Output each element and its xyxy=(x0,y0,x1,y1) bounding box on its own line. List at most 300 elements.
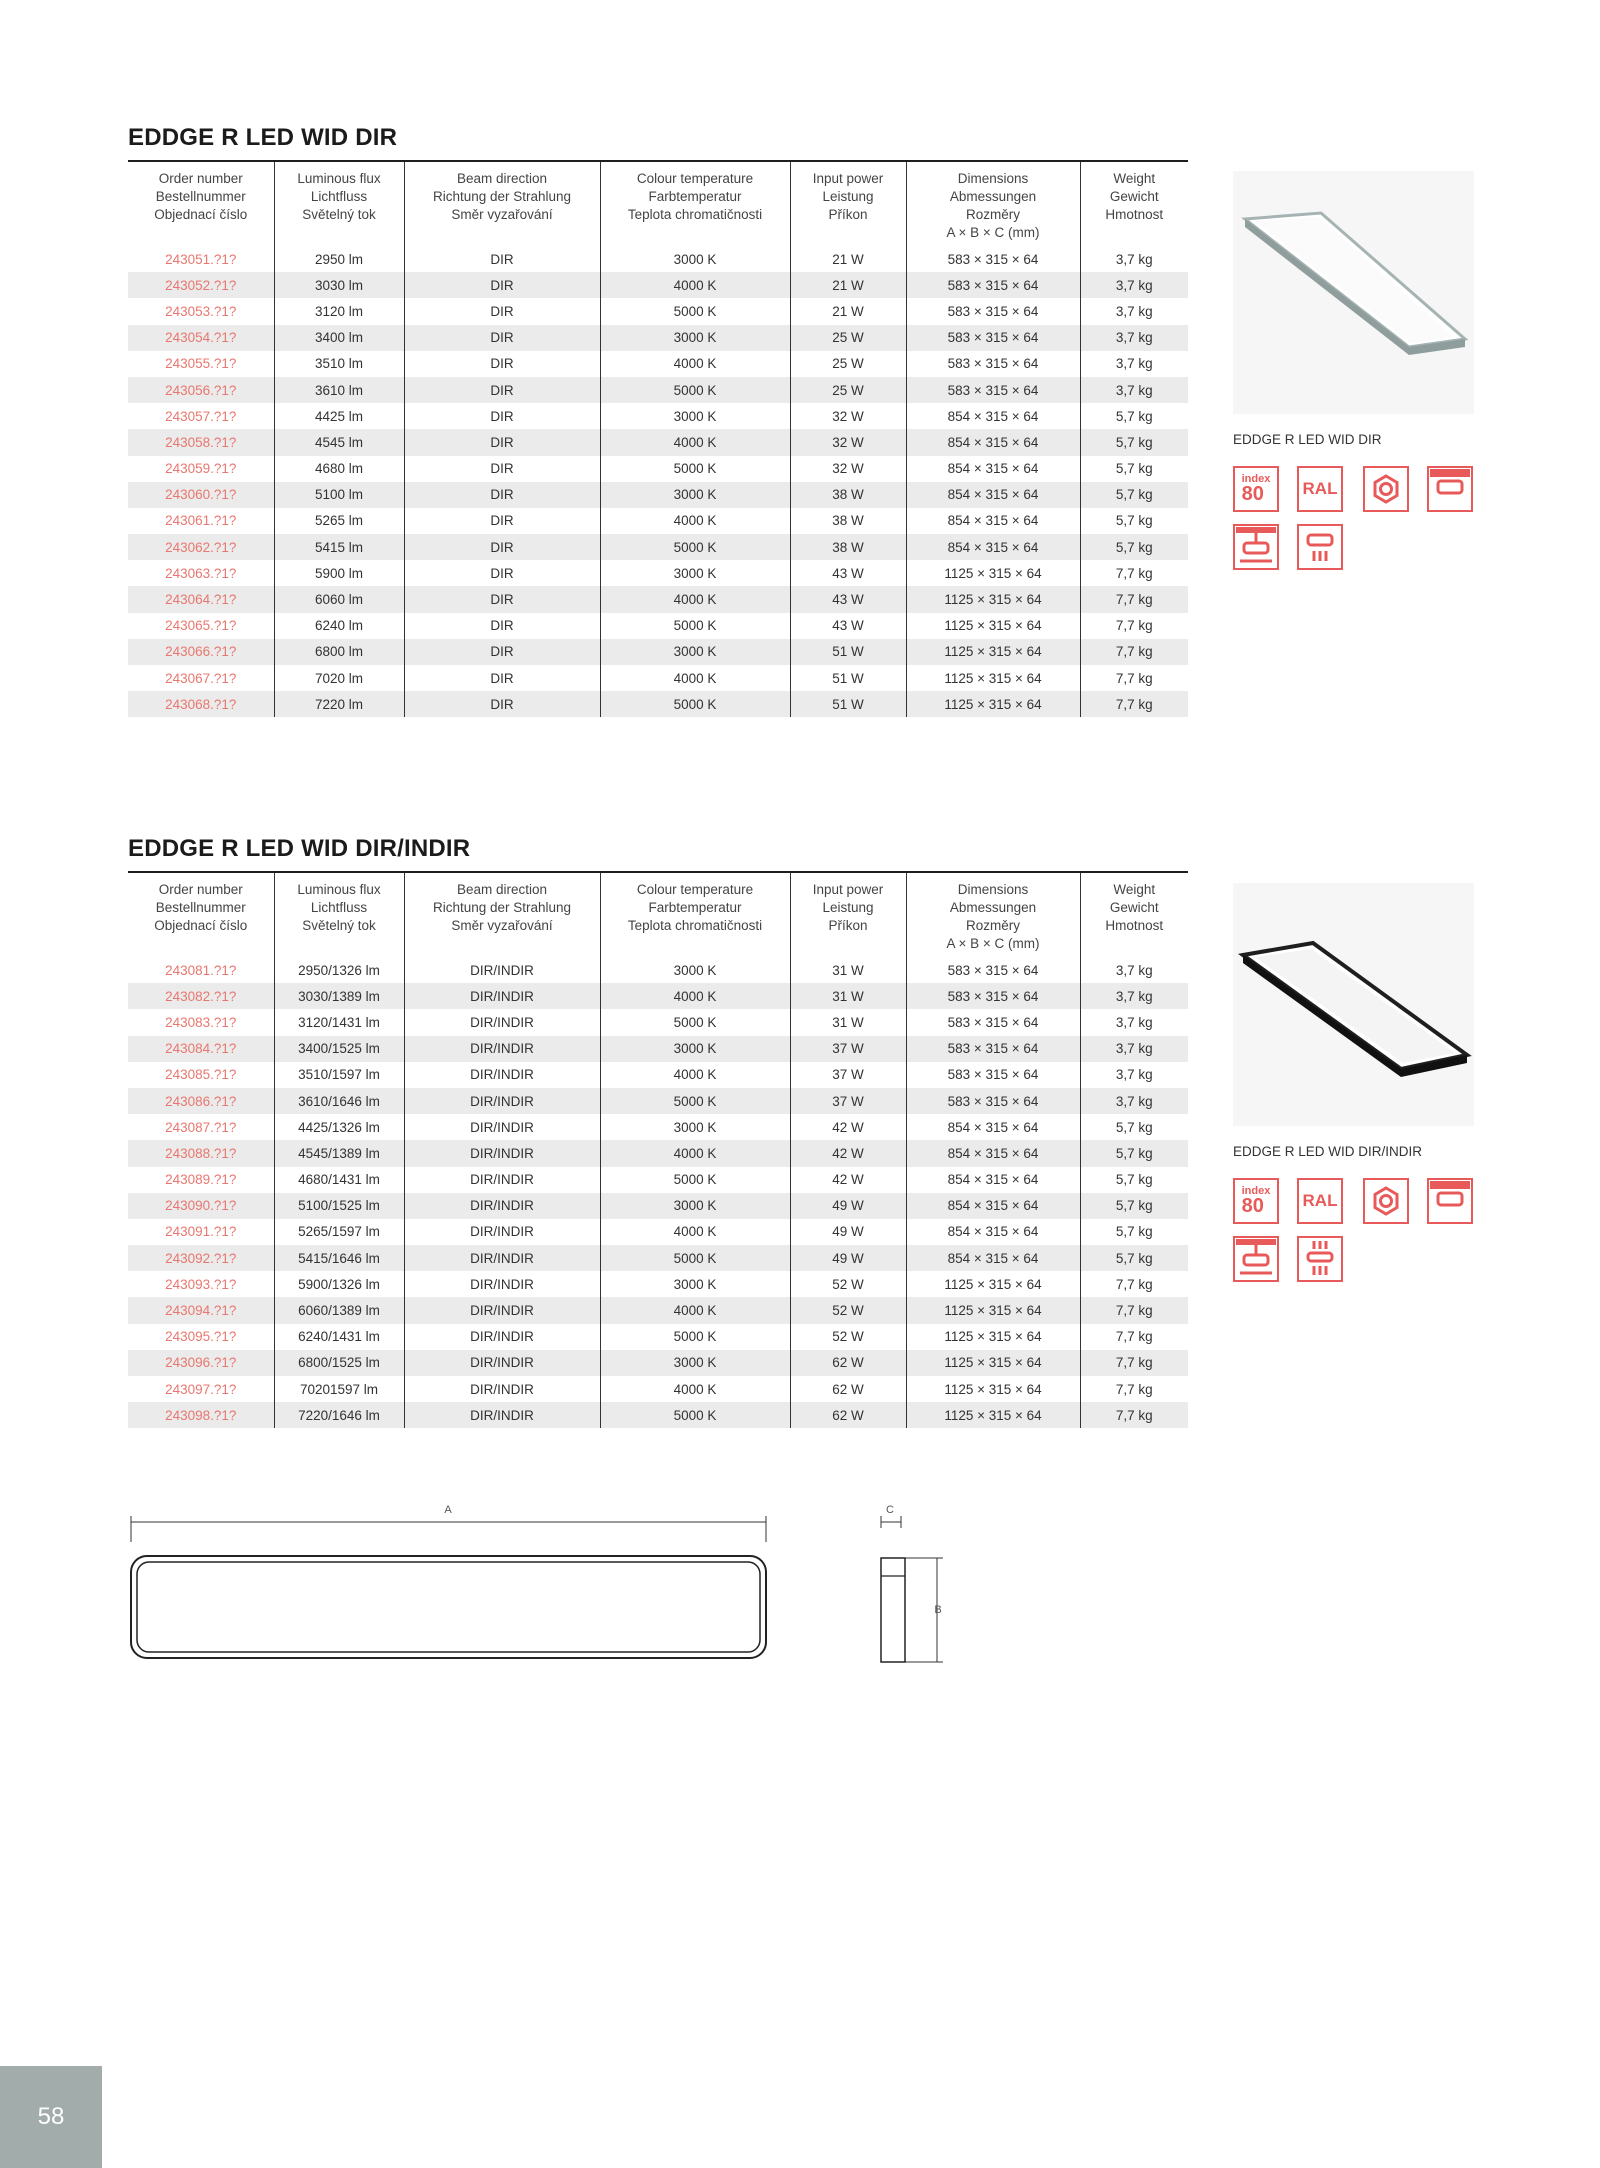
cell-luminous-flux: 7020 lm xyxy=(274,665,404,691)
cell-order-number: 243090.?1? xyxy=(128,1193,274,1219)
cell-colour-temperature: 3000 K xyxy=(600,639,790,665)
cell-weight: 7,7 kg xyxy=(1080,1402,1188,1428)
cell-weight: 5,7 kg xyxy=(1080,1193,1188,1219)
table-row xyxy=(128,272,1188,298)
cell-colour-temperature: 3000 K xyxy=(600,482,790,508)
cell-weight: 7,7 kg xyxy=(1080,586,1188,612)
cell-order-number: 243094.?1? xyxy=(128,1297,274,1323)
table-row xyxy=(128,639,1188,665)
cell-colour-temperature: 5000 K xyxy=(600,691,790,717)
table-body xyxy=(128,246,1188,717)
cell-dimensions: 1125 × 315 × 64 xyxy=(906,691,1080,717)
cell-dimensions: 1125 × 315 × 64 xyxy=(906,1350,1080,1376)
cell-luminous-flux: 2950 lm xyxy=(274,246,404,272)
cell-order-number: 243097.?1? xyxy=(128,1376,274,1402)
cell-beam-direction: DIR/INDIR xyxy=(404,1114,600,1140)
cell-colour-temperature: 5000 K xyxy=(600,1009,790,1035)
dimension-drawing xyxy=(128,1500,942,1680)
table-row xyxy=(128,377,1188,403)
cell-dimensions: 583 × 315 × 64 xyxy=(906,983,1080,1009)
cell-input-power: 43 W xyxy=(790,613,906,639)
cell-luminous-flux: 4545 lm xyxy=(274,429,404,455)
cell-luminous-flux: 3510 lm xyxy=(274,351,404,377)
cell-luminous-flux: 6240 lm xyxy=(274,613,404,639)
header-beam-direction: Beam direction Richtung der Strahlung Směr vyzařování xyxy=(404,872,600,957)
cell-colour-temperature: 5000 K xyxy=(600,613,790,639)
cell-weight: 5,7 kg xyxy=(1080,534,1188,560)
cell-colour-temperature: 3000 K xyxy=(600,1271,790,1297)
cell-dimensions: 583 × 315 × 64 xyxy=(906,957,1080,983)
cell-weight: 5,7 kg xyxy=(1115,461,1153,477)
header-luminous-flux: Luminous flux Lichtfluss Světelný tok xyxy=(274,161,404,246)
cell-input-power: 38 W xyxy=(790,482,906,508)
table-row xyxy=(128,351,1188,377)
cell-luminous-flux: 5900 lm xyxy=(274,560,404,586)
hexagon-icon xyxy=(1363,1178,1409,1224)
cell-luminous-flux: 3030/1389 lm xyxy=(274,983,404,1009)
cell-colour-temperature: 3000 K xyxy=(600,1350,790,1376)
cell-order-number: 243052.?1? xyxy=(128,272,274,298)
cell-order-number: 243061.?1? xyxy=(128,508,274,534)
cell-beam-direction: DIR/INDIR xyxy=(404,1271,600,1297)
cell-input-power: 38 W xyxy=(790,534,906,560)
cell-beam-direction: DIR/INDIR xyxy=(404,1088,600,1114)
cell-luminous-flux: 3610/1646 lm xyxy=(274,1088,404,1114)
cell-input-power: 25 W xyxy=(790,377,906,403)
cell-dimensions: 854 × 315 × 64 xyxy=(906,1114,1080,1140)
cell-luminous-flux: 70201597 lm xyxy=(274,1376,404,1402)
cell-colour-temperature: 5000 K xyxy=(600,1245,790,1271)
cell-beam-direction: DIR xyxy=(404,586,600,612)
table-row xyxy=(128,1350,1188,1376)
cell-luminous-flux: 5900/1326 lm xyxy=(274,1271,404,1297)
cell-input-power: 42 W xyxy=(790,1114,906,1140)
cell-weight: 5,7 kg xyxy=(1115,1172,1153,1188)
table-row xyxy=(128,613,1188,639)
cell-dimensions: 1125 × 315 × 64 xyxy=(906,613,1080,639)
cell-colour-temperature: 4000 K xyxy=(600,508,790,534)
product-section-dir-indir xyxy=(128,833,1188,1428)
table-row xyxy=(128,983,1188,1009)
cell-weight: 3,7 kg xyxy=(1080,377,1188,403)
cell-beam-direction: DIR/INDIR xyxy=(404,1219,600,1245)
photo-caption: EDDGE R LED WID DIR xyxy=(1233,432,1382,447)
table-row xyxy=(128,429,1188,455)
cell-input-power: 42 W xyxy=(790,1167,906,1193)
cell-input-power: 42 W xyxy=(790,1140,906,1166)
cell-weight: 7,7 kg xyxy=(1115,1381,1153,1397)
cell-beam-direction: DIR xyxy=(404,560,600,586)
table-row xyxy=(128,1167,1188,1193)
cell-luminous-flux: 6240/1431 lm xyxy=(274,1324,404,1350)
cell-order-number: 243056.?1? xyxy=(128,377,274,403)
cell-colour-temperature: 3000 K xyxy=(600,1193,790,1219)
cell-dimensions: 854 × 315 × 64 xyxy=(906,403,1080,429)
table-row xyxy=(128,482,1188,508)
cell-order-number: 243051.?1? xyxy=(128,246,274,272)
cell-order-number: 243063.?1? xyxy=(128,560,274,586)
cell-dimensions: 854 × 315 × 64 xyxy=(906,1219,1080,1245)
cell-luminous-flux: 3400 lm xyxy=(274,325,404,351)
cell-order-number: 243091.?1? xyxy=(128,1219,274,1245)
cell-input-power: 21 W xyxy=(790,298,906,324)
cell-weight: 5,7 kg xyxy=(1080,482,1188,508)
cell-weight: 7,7 kg xyxy=(1115,670,1153,686)
cell-dimensions: 1125 × 315 × 64 xyxy=(906,639,1080,665)
cell-weight: 3,7 kg xyxy=(1080,1088,1188,1114)
table-row xyxy=(128,1009,1188,1035)
surface-mount-icon xyxy=(1427,466,1473,512)
cell-colour-temperature: 4000 K xyxy=(600,1297,790,1323)
cell-weight: 7,7 kg xyxy=(1080,1350,1188,1376)
cell-input-power: 52 W xyxy=(790,1271,906,1297)
cell-beam-direction: DIR/INDIR xyxy=(404,1193,600,1219)
cell-luminous-flux: 7220 lm xyxy=(274,691,404,717)
cell-beam-direction: DIR xyxy=(404,272,600,298)
cell-beam-direction: DIR xyxy=(404,665,600,691)
section-title: EDDGE R LED WID DIR xyxy=(128,124,398,151)
table-row xyxy=(128,1088,1188,1114)
cell-weight: 3,7 kg xyxy=(1080,1036,1188,1062)
cell-colour-temperature: 5000 K xyxy=(600,298,790,324)
cell-input-power: 37 W xyxy=(790,1062,906,1088)
cell-input-power: 32 W xyxy=(790,403,906,429)
table-row xyxy=(128,456,1188,482)
header-beam-direction: Beam direction Richtung der Strahlung Směr vyzařování xyxy=(404,161,600,246)
cell-luminous-flux: 6060/1389 lm xyxy=(274,1297,404,1323)
cell-dimensions: 854 × 315 × 64 xyxy=(906,1245,1080,1271)
cell-weight: 3,7 kg xyxy=(1080,325,1188,351)
cell-colour-temperature: 4000 K xyxy=(600,586,790,612)
cell-weight: 3,7 kg xyxy=(1115,356,1153,372)
table-row xyxy=(128,403,1188,429)
table-row xyxy=(128,1402,1188,1428)
cell-order-number: 243096.?1? xyxy=(128,1350,274,1376)
cell-weight: 3,7 kg xyxy=(1115,1067,1153,1083)
cell-input-power: 32 W xyxy=(790,456,906,482)
cell-beam-direction: DIR xyxy=(404,508,600,534)
cell-luminous-flux: 6800 lm xyxy=(274,639,404,665)
header-input-power: Input power Leistung Příkon xyxy=(790,872,906,957)
cell-order-number: 243081.?1? xyxy=(128,957,274,983)
cell-order-number: 243089.?1? xyxy=(128,1167,274,1193)
product-photo-dir xyxy=(1233,171,1474,414)
cell-weight: 5,7 kg xyxy=(1115,1224,1153,1240)
cell-luminous-flux: 6800/1525 lm xyxy=(274,1350,404,1376)
table-row xyxy=(128,1324,1188,1350)
cell-dimensions: 1125 × 315 × 64 xyxy=(906,1271,1080,1297)
table-row xyxy=(128,246,1188,272)
cell-dimensions: 1125 × 315 × 64 xyxy=(906,1297,1080,1323)
index-80-icon: index 80 xyxy=(1233,466,1279,512)
cell-dimensions: 583 × 315 × 64 xyxy=(906,298,1080,324)
cell-input-power: 49 W xyxy=(790,1219,906,1245)
header-colour-temperature: Colour temperature Farbtemperatur Teplota chromatičnosti xyxy=(600,161,790,246)
cell-order-number: 243095.?1? xyxy=(128,1324,274,1350)
cell-weight: 7,7 kg xyxy=(1115,565,1153,581)
page-number: 58 xyxy=(0,2066,102,2168)
cell-order-number: 243086.?1? xyxy=(128,1088,274,1114)
cell-dimensions: 583 × 315 × 64 xyxy=(906,1088,1080,1114)
cell-colour-temperature: 5000 K xyxy=(600,377,790,403)
cell-beam-direction: DIR/INDIR xyxy=(404,983,600,1009)
cell-dimensions: 583 × 315 × 64 xyxy=(906,246,1080,272)
cell-luminous-flux: 7220/1646 lm xyxy=(274,1402,404,1428)
pendant-mount-icon xyxy=(1233,524,1279,570)
cell-colour-temperature: 3000 K xyxy=(600,246,790,272)
cell-beam-direction: DIR/INDIR xyxy=(404,1140,600,1166)
cell-input-power: 51 W xyxy=(790,639,906,665)
cell-beam-direction: DIR/INDIR xyxy=(404,1350,600,1376)
cell-input-power: 31 W xyxy=(790,957,906,983)
cell-beam-direction: DIR xyxy=(404,613,600,639)
index-80-icon: index 80 xyxy=(1233,1178,1279,1224)
cell-order-number: 243083.?1? xyxy=(128,1009,274,1035)
pendant-mount-icon xyxy=(1233,1236,1279,1282)
cell-weight: 5,7 kg xyxy=(1080,1140,1188,1166)
cell-colour-temperature: 5000 K xyxy=(600,1324,790,1350)
cell-input-power: 62 W xyxy=(790,1402,906,1428)
cell-order-number: 243060.?1? xyxy=(128,482,274,508)
cell-beam-direction: DIR/INDIR xyxy=(404,1245,600,1271)
cell-input-power: 25 W xyxy=(790,351,906,377)
cell-beam-direction: DIR xyxy=(404,246,600,272)
cell-order-number: 243055.?1? xyxy=(128,351,274,377)
cell-colour-temperature: 5000 K xyxy=(600,534,790,560)
cell-input-power: 32 W xyxy=(790,429,906,455)
spec-table xyxy=(128,160,1188,717)
cell-weight: 7,7 kg xyxy=(1080,1297,1188,1323)
cell-colour-temperature: 4000 K xyxy=(600,429,790,455)
cell-beam-direction: DIR/INDIR xyxy=(404,1036,600,1062)
ral-color-icon: RAL xyxy=(1297,1178,1343,1224)
cell-beam-direction: DIR/INDIR xyxy=(404,1402,600,1428)
cell-weight: 7,7 kg xyxy=(1115,618,1153,634)
cell-weight: 5,7 kg xyxy=(1115,408,1153,424)
cell-weight: 3,7 kg xyxy=(1115,962,1153,978)
cell-beam-direction: DIR xyxy=(404,456,600,482)
cell-input-power: 51 W xyxy=(790,665,906,691)
product-photo-dir-indir xyxy=(1233,883,1474,1126)
table-row xyxy=(128,298,1188,324)
cell-beam-direction: DIR/INDIR xyxy=(404,1376,600,1402)
cell-input-power: 52 W xyxy=(790,1324,906,1350)
cell-luminous-flux: 3400/1525 lm xyxy=(274,1036,404,1062)
cell-weight: 7,7 kg xyxy=(1080,691,1188,717)
cell-luminous-flux: 4680/1431 lm xyxy=(274,1167,404,1193)
spec-table xyxy=(128,871,1188,1428)
cell-luminous-flux: 6060 lm xyxy=(274,586,404,612)
cell-weight: 3,7 kg xyxy=(1080,983,1188,1009)
cell-colour-temperature: 5000 K xyxy=(600,1088,790,1114)
cell-beam-direction: DIR xyxy=(404,534,600,560)
cell-input-power: 62 W xyxy=(790,1350,906,1376)
cell-luminous-flux: 2950/1326 lm xyxy=(274,957,404,983)
cell-beam-direction: DIR/INDIR xyxy=(404,1324,600,1350)
cell-colour-temperature: 4000 K xyxy=(600,1062,790,1088)
cell-order-number: 243064.?1? xyxy=(128,586,274,612)
table-row xyxy=(128,1062,1188,1088)
dimension-a-label: A xyxy=(444,1504,452,1516)
cell-colour-temperature: 3000 K xyxy=(600,1036,790,1062)
table-row xyxy=(128,1376,1188,1402)
cell-order-number: 243093.?1? xyxy=(128,1271,274,1297)
cell-order-number: 243054.?1? xyxy=(128,325,274,351)
cell-order-number: 243058.?1? xyxy=(128,429,274,455)
table-row xyxy=(128,1219,1188,1245)
cell-colour-temperature: 3000 K xyxy=(600,1114,790,1140)
cell-weight: 7,7 kg xyxy=(1115,1329,1153,1345)
cell-input-power: 31 W xyxy=(790,983,906,1009)
cell-order-number: 243065.?1? xyxy=(128,613,274,639)
cell-dimensions: 583 × 315 × 64 xyxy=(906,325,1080,351)
table-row xyxy=(128,1193,1188,1219)
cell-beam-direction: DIR/INDIR xyxy=(404,1297,600,1323)
table-row xyxy=(128,1271,1188,1297)
cell-dimensions: 1125 × 315 × 64 xyxy=(906,665,1080,691)
cell-dimensions: 1125 × 315 × 64 xyxy=(906,1402,1080,1428)
header-weight: Weight Gewicht Hmotnost xyxy=(1105,171,1164,222)
cell-order-number: 243066.?1? xyxy=(128,639,274,665)
cell-luminous-flux: 3030 lm xyxy=(274,272,404,298)
cell-input-power: 25 W xyxy=(790,325,906,351)
cell-input-power: 43 W xyxy=(790,586,906,612)
surface-mount-icon xyxy=(1427,1178,1473,1224)
cell-order-number: 243084.?1? xyxy=(128,1036,274,1062)
table-row xyxy=(128,508,1188,534)
cell-order-number: 243053.?1? xyxy=(128,298,274,324)
cell-dimensions: 583 × 315 × 64 xyxy=(906,351,1080,377)
cell-input-power: 62 W xyxy=(790,1376,906,1402)
cell-weight: 3,7 kg xyxy=(1115,303,1153,319)
cell-dimensions: 854 × 315 × 64 xyxy=(906,508,1080,534)
cell-weight: 3,7 kg xyxy=(1115,1014,1153,1030)
cell-input-power: 31 W xyxy=(790,1009,906,1035)
table-row xyxy=(128,586,1188,612)
table-row xyxy=(128,560,1188,586)
cell-order-number: 243059.?1? xyxy=(128,456,274,482)
table-row xyxy=(128,665,1188,691)
cell-input-power: 21 W xyxy=(790,246,906,272)
cell-luminous-flux: 4680 lm xyxy=(274,456,404,482)
dimension-b-label: B xyxy=(934,1604,942,1616)
cell-weight: 3,7 kg xyxy=(1080,272,1188,298)
cell-luminous-flux: 5265 lm xyxy=(274,508,404,534)
cell-beam-direction: DIR/INDIR xyxy=(404,1062,600,1088)
cell-colour-temperature: 5000 K xyxy=(600,1167,790,1193)
header-input-power: Input power Leistung Příkon xyxy=(790,161,906,246)
cell-luminous-flux: 3120/1431 lm xyxy=(274,1009,404,1035)
header-dimensions: Dimensions Abmessungen Rozměry A × B × C (mm) xyxy=(906,872,1080,957)
direct-light-icon xyxy=(1297,524,1343,570)
cell-colour-temperature: 4000 K xyxy=(600,1219,790,1245)
cell-dimensions: 1125 × 315 × 64 xyxy=(906,1324,1080,1350)
table-row xyxy=(128,957,1188,983)
table-row xyxy=(128,325,1188,351)
cell-dimensions: 1125 × 315 × 64 xyxy=(906,1376,1080,1402)
cell-weight: 3,7 kg xyxy=(1115,251,1153,267)
cell-luminous-flux: 5100/1525 lm xyxy=(274,1193,404,1219)
cell-order-number: 243082.?1? xyxy=(128,983,274,1009)
cell-order-number: 243062.?1? xyxy=(128,534,274,560)
table-row xyxy=(128,1297,1188,1323)
cell-order-number: 243087.?1? xyxy=(128,1114,274,1140)
cell-colour-temperature: 4000 K xyxy=(600,351,790,377)
ral-color-icon: RAL xyxy=(1297,466,1343,512)
cell-dimensions: 854 × 315 × 64 xyxy=(906,1167,1080,1193)
cell-dimensions: 854 × 315 × 64 xyxy=(906,534,1080,560)
cell-luminous-flux: 3510/1597 lm xyxy=(274,1062,404,1088)
table-row xyxy=(128,534,1188,560)
cell-beam-direction: DIR xyxy=(404,298,600,324)
cell-input-power: 52 W xyxy=(790,1297,906,1323)
cell-luminous-flux: 5415 lm xyxy=(274,534,404,560)
cell-colour-temperature: 4000 K xyxy=(600,983,790,1009)
cell-luminous-flux: 4425/1326 lm xyxy=(274,1114,404,1140)
hexagon-icon xyxy=(1363,466,1409,512)
cell-colour-temperature: 3000 K xyxy=(600,325,790,351)
cell-beam-direction: DIR/INDIR xyxy=(404,957,600,983)
cell-weight: 5,7 kg xyxy=(1115,1119,1153,1135)
cell-dimensions: 1125 × 315 × 64 xyxy=(906,586,1080,612)
cell-beam-direction: DIR xyxy=(404,325,600,351)
cell-dimensions: 854 × 315 × 64 xyxy=(906,429,1080,455)
cell-luminous-flux: 3610 lm xyxy=(274,377,404,403)
cell-colour-temperature: 3000 K xyxy=(600,957,790,983)
cell-dimensions: 854 × 315 × 64 xyxy=(906,1140,1080,1166)
cell-order-number: 243068.?1? xyxy=(128,691,274,717)
cell-input-power: 21 W xyxy=(790,272,906,298)
header-colour-temperature: Colour temperature Farbtemperatur Teplota chromatičnosti xyxy=(600,872,790,957)
cell-input-power: 37 W xyxy=(790,1088,906,1114)
cell-input-power: 38 W xyxy=(790,508,906,534)
cell-order-number: 243085.?1? xyxy=(128,1062,274,1088)
header-dimensions: Dimensions Abmessungen Rozměry A × B × C (mm) xyxy=(906,161,1080,246)
cell-beam-direction: DIR xyxy=(404,639,600,665)
cell-order-number: 243067.?1? xyxy=(128,665,274,691)
cell-luminous-flux: 5415/1646 lm xyxy=(274,1245,404,1271)
cell-input-power: 49 W xyxy=(790,1245,906,1271)
cell-weight: 5,7 kg xyxy=(1080,1245,1188,1271)
cell-weight: 5,7 kg xyxy=(1115,513,1153,529)
cell-colour-temperature: 3000 K xyxy=(600,560,790,586)
cell-dimensions: 583 × 315 × 64 xyxy=(906,1036,1080,1062)
table-body xyxy=(128,957,1188,1428)
cell-colour-temperature: 4000 K xyxy=(600,272,790,298)
cell-dimensions: 583 × 315 × 64 xyxy=(906,272,1080,298)
cell-luminous-flux: 4545/1389 lm xyxy=(274,1140,404,1166)
cell-weight: 5,7 kg xyxy=(1080,429,1188,455)
cell-beam-direction: DIR xyxy=(404,429,600,455)
cell-colour-temperature: 4000 K xyxy=(600,1140,790,1166)
section-title: EDDGE R LED WID DIR/INDIR xyxy=(128,835,471,862)
cell-order-number: 243088.?1? xyxy=(128,1140,274,1166)
cell-luminous-flux: 5100 lm xyxy=(274,482,404,508)
cell-colour-temperature: 5000 K xyxy=(600,1402,790,1428)
cell-dimensions: 854 × 315 × 64 xyxy=(906,456,1080,482)
cell-luminous-flux: 3120 lm xyxy=(274,298,404,324)
header-order-number: Order number Bestellnummer Objednací číslo xyxy=(128,161,274,246)
header-order-number: Order number Bestellnummer Objednací číslo xyxy=(128,872,274,957)
cell-beam-direction: DIR/INDIR xyxy=(404,1167,600,1193)
cell-beam-direction: DIR xyxy=(404,351,600,377)
cell-input-power: 49 W xyxy=(790,1193,906,1219)
cell-dimensions: 583 × 315 × 64 xyxy=(906,377,1080,403)
cell-colour-temperature: 4000 K xyxy=(600,665,790,691)
cell-weight: 7,7 kg xyxy=(1080,639,1188,665)
cell-luminous-flux: 5265/1597 lm xyxy=(274,1219,404,1245)
dimension-c-label: C xyxy=(886,1504,894,1516)
